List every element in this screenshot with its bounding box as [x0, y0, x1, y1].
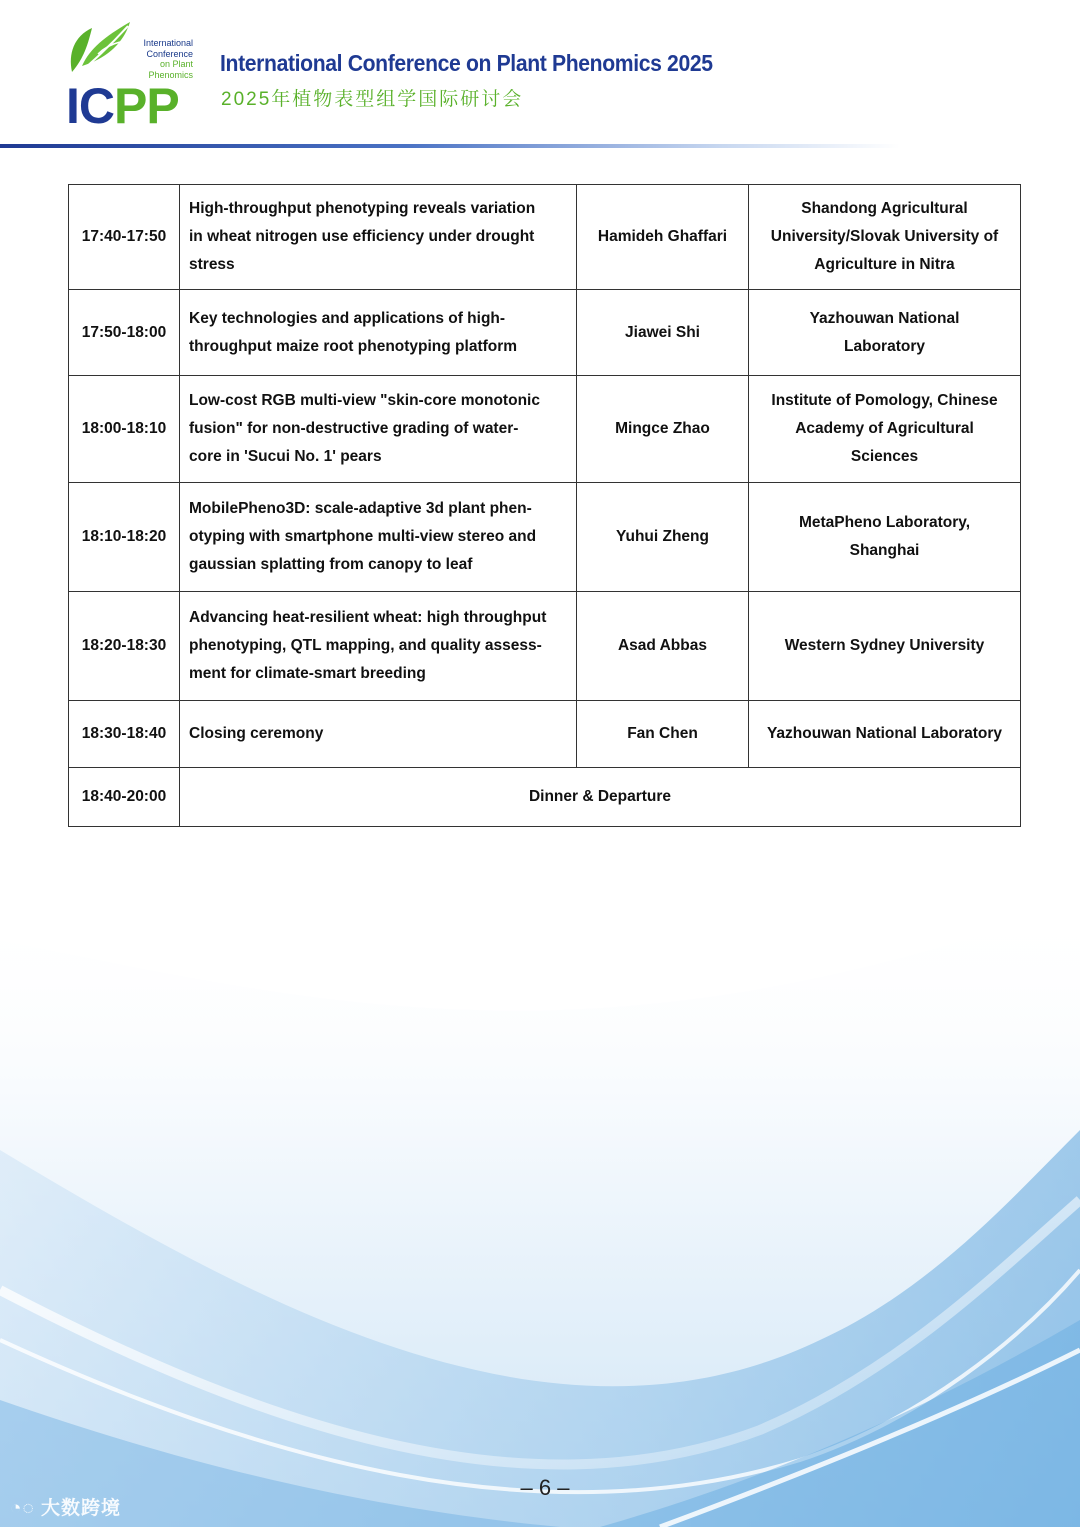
speaker-affiliation: Institute of Pomology, Chinese Academy of Agricultural Sciences: [749, 376, 1021, 483]
speaker-affiliation: Yazhouwan National Laboratory: [749, 701, 1021, 768]
watermark: ◔◌ 大数跨境: [10, 1498, 122, 1519]
table-row: [69, 185, 1021, 290]
table-row: [69, 701, 1021, 768]
table-row: [69, 592, 1021, 701]
session-topic: Low-cost RGB multi-view "skin-core monotonic fusion" for non-destructive grading of water- core in 'Sucui No. 1' pears: [180, 376, 577, 483]
table-row: [69, 768, 1021, 827]
speaker-affiliation: MetaPheno Laboratory, Shanghai: [749, 483, 1021, 592]
watermark-logo-icon: ◔◌: [10, 1498, 42, 1519]
speaker-affiliation: Yazhouwan National Laboratory: [749, 290, 1021, 376]
session-topic: Advancing heat-resilient wheat: high throughput phenotyping, QTL mapping, and quality assess- ment for climate-smart breeding: [180, 592, 577, 701]
conference-title-en: International Conference on Plant Phenomics 2025: [220, 50, 713, 76]
header-divider: [0, 144, 900, 148]
session-time: 18:20-18:30: [69, 592, 180, 701]
session-time: 18:10-18:20: [69, 483, 180, 592]
session-speaker: Yuhui Zheng: [577, 483, 749, 592]
session-time: 18:30-18:40: [69, 701, 180, 768]
table-row: [69, 483, 1021, 592]
session-speaker: Fan Chen: [577, 701, 749, 768]
session-time: 18:40-20:00: [69, 768, 180, 827]
table-row: [69, 290, 1021, 376]
session-topic: Key technologies and applications of high- throughput maize root phenotyping platform: [180, 290, 577, 376]
session-topic: Closing ceremony: [180, 701, 577, 768]
conference-title-cn: 2025年植物表型组学国际研讨会: [221, 89, 524, 110]
logo-wordmark: ICPP: [66, 78, 179, 134]
session-speaker: Mingce Zhao: [577, 376, 749, 483]
logo-small-text: International Conference on Plant Phenomics: [143, 38, 193, 80]
session-speaker: Asad Abbas: [577, 592, 749, 701]
page-header: [0, 0, 1080, 160]
leaf-icon: [62, 14, 142, 84]
session-speaker: Jiawei Shi: [577, 290, 749, 376]
session-time: 18:00-18:10: [69, 376, 180, 483]
page-number: – 6 –: [520, 1475, 570, 1500]
schedule-table: [68, 184, 1021, 827]
speaker-affiliation: Shandong Agricultural University/Slovak University of Agriculture in Nitra: [749, 185, 1021, 290]
table-row: [69, 376, 1021, 483]
session-time: 17:40-17:50: [69, 185, 180, 290]
session-speaker: Hamideh Ghaffari: [577, 185, 749, 290]
session-topic: MobilePheno3D: scale-adaptive 3d plant phen- otyping with smartphone multi-view stereo and gaussian splatting from canopy to leaf: [180, 483, 577, 592]
session-topic: High-throughput phenotyping reveals variation in wheat nitrogen use efficiency under drought stress: [180, 185, 577, 290]
session-time: 17:50-18:00: [69, 290, 180, 376]
speaker-affiliation: Western Sydney University: [749, 592, 1021, 701]
dinner-departure-cell: Dinner & Departure: [180, 768, 1021, 827]
icpp-logo: [62, 14, 202, 136]
